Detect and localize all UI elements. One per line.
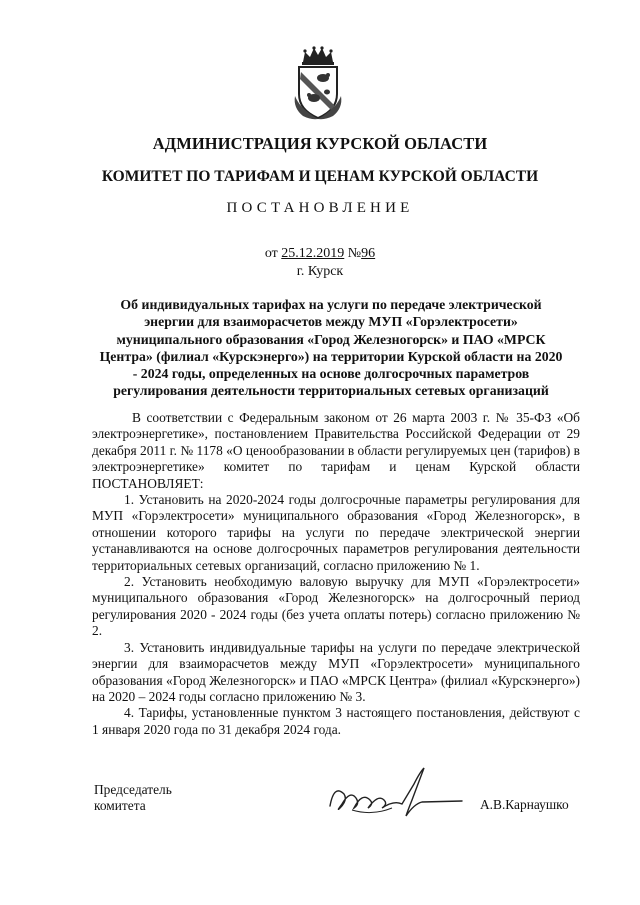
doc-body xyxy=(92,410,580,738)
clause-3: 3. Установить индивидуальные тарифы на услуги по передаче электрической энергии для взаиморасчетов между МУП «Горэлектросети» муниципального образования «Город Железногорск» и ПАО «МРСК Центра» (филиал «Курскэнерго») на 2020 – 2024 годы согласно приложению № 3. xyxy=(92,639,580,704)
date-prefix: от xyxy=(264,246,278,261)
signer-position xyxy=(94,782,172,815)
signer-name: А.В.Карнаушко xyxy=(480,797,569,812)
coat-of-arms-icon xyxy=(291,46,345,120)
clause-4: 4. Тарифы, установленные пунктом 3 настоящего постановления, действуют с 1 января 2020 года по 31 декабря 2024 года. xyxy=(92,705,580,737)
signer-position-line-1: Председатель xyxy=(94,782,172,797)
org-heading: АДМИНИСТРАЦИЯ КУРСКОЙ ОБЛАСТИ xyxy=(152,134,488,153)
signer-position-line-2: комитета xyxy=(94,798,146,814)
handwritten-signature xyxy=(322,764,472,824)
doc-title: Об индивидуальных тарифах на услуги по передаче электрической энергии для взаиморасчетов между МУП «Горэлектросети» муниципального образования «Город Железногорск» и ПАО «МРСК Центра» (филиал «Курскэнерго») на территории Курской области на 2020 - 2024 годы, определенных на основе долгосрочных параметров регулирования деятельности территориальных сетевых организаций xyxy=(99,297,563,399)
committee-heading: КОМИТЕТ ПО ТАРИФАМ И ЦЕНАМ КУРСКОЙ ОБЛАСТИ xyxy=(101,168,539,185)
number-sign: № xyxy=(347,246,362,261)
clause-2: 2. Установить необходимую валовую выручку для МУП «Горэлектросети» муниципального образования «Город Железногорск» на долгосрочный период регулирования 2020 - 2024 годы (без учета оплаты потерь) согласно приложению № 2. xyxy=(92,574,580,639)
clause-1: 1. Установить на 2020-2024 годы долгосрочные параметры регулирования для МУП «Горэлектросети» муниципального образования «Город Железногорск», в отношении которого тарифы на услуги по передаче электрической энергии устанавливаются на основе долгосрочных параметров регулирования деятельности территориальных сетевых организаций, согласно приложению № 1. xyxy=(92,492,580,573)
doc-date: 25.12.2019 xyxy=(281,246,345,261)
doc-type-heading: ПОСТАНОВЛЕНИЕ xyxy=(226,200,414,216)
preamble-paragraph: В соответствии с Федеральным законом от 26 марта 2003 г. № 35-ФЗ «Об электроэнергетике», постановлением Правительства Российской Федерации от 29 декабря 2011 г. № 1178 «О ценообразовании в области регулируемых цен (тарифов) в электроэнергетике» комитет по тарифам и ценам Курской области ПОСТАНОВЛЯЕТ: xyxy=(92,410,580,491)
city: г. Курск xyxy=(296,264,344,279)
doc-number: 96 xyxy=(361,246,376,261)
date-line xyxy=(0,246,640,262)
